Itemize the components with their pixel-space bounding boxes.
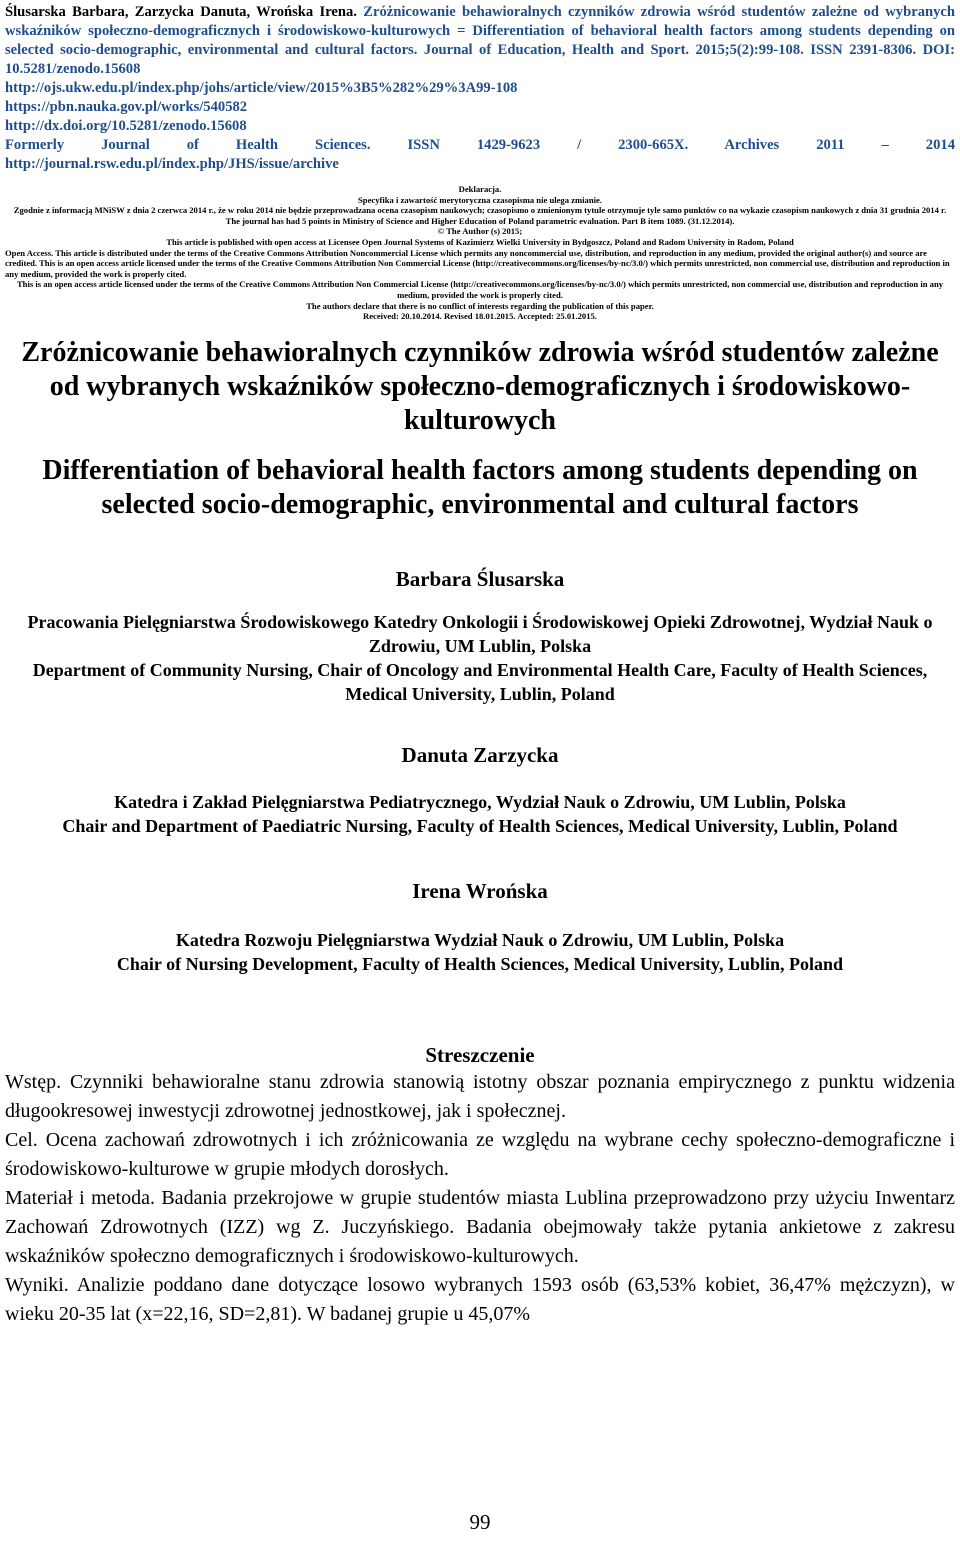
- citation-link-pbn[interactable]: https://pbn.nauka.gov.pl/works/540582: [5, 99, 248, 115]
- abstract-aim: Cel. Ocena zachowań zdrowotnych i ich zróżnicowania ze względu na wybrane cechy społeczno-demograficzne i środowiskowo-kulturowe w grupie młodych dorosłych.: [5, 1128, 955, 1180]
- citation-link-ojs[interactable]: http://ojs.ukw.edu.pl/index.php/johs/article/view/2015%3B5%282%29%3A99-108: [5, 80, 518, 96]
- note-published: This article is published with open access at Licensee Open Journal Systems of Kazimierz Wielki University in Bydgoszcz, Poland and Radom University in Radom, Poland: [166, 236, 794, 247]
- note-dates: Received: 20.10.2014. Revised 18.01.2015. Accepted: 25.01.2015.: [363, 311, 597, 322]
- citation-eq: =: [450, 23, 473, 39]
- author-affil-pl-3: Katedra Rozwoju Pielęgniarstwa Wydział Nauk o Zdrowiu, UM Lublin, Polska: [175, 929, 785, 950]
- citation-link-archive[interactable]: http://journal.rsw.edu.pl/index.php/JHS/issue/archive: [5, 156, 339, 172]
- note-license: This is an open access article licensed under the terms of the Creative Commons Attribution Non Commercial License (http://creativecommons.org/licenses/by-nc/3.0/) which permits unrestricted, non commercial use, distribution and reproduction in any medium, provided the work is properly cited.: [16, 279, 944, 300]
- note-open-access: Open Access. This article is distributed under the terms of the Creative Commons Attribution Noncommercial License which permits any noncommercial use, distribution, and reproduction in any medium, provided the original author(s) and source are credited. This is an open access article licensed under the terms of the Creative Commons Attribution Non Commercial License (http://creativecommons.org/licenses/by-nc/3.0/) which permits unrestricted, non commercial use, distribution and reproduction in any medium, provided the work is properly cited.: [5, 247, 950, 279]
- citation-formerly: Formerly Journal of Health Sciences. ISSN 1429-9623 / 2300-665X. Archives 2011 – 2014: [5, 137, 955, 153]
- citation-authors: Ślusarska Barbara, Zarzycka Danuta, Wrońska Irena.: [5, 4, 357, 20]
- note-conflict: The authors declare that there is no conflict of interests regarding the publication of this paper.: [306, 300, 654, 311]
- author-name-3: Irena Wrońska: [412, 878, 548, 903]
- note-points: The journal has had 5 points in Ministry of Science and Higher Education of Poland parametric evaluation. Part B item 1089. (31.12.2014).: [225, 215, 735, 226]
- author-affil-en-2: Chair and Department of Paediatric Nursing, Faculty of Health Sciences, Medical University, Lublin, Poland: [62, 815, 898, 836]
- citation-doi[interactable]: 10.5281/zenodo.15608: [5, 61, 141, 77]
- article-title-pl: Zróżnicowanie behawioralnych czynników zdrowia wśród studentów zależne od wybranych wskaźników społeczno-demograficznych i środowiskowo-kulturowych: [21, 336, 939, 436]
- citation-block: [5, 0, 955, 174]
- note-mnisw: Zgodnie z informacją MNiSW z dnia 2 czerwca 2014 r., że w roku 2014 nie będzie przeprowadzana ocena czasopism naukowych; czasopismo o zmienionym tytule otrzymuje tyle samo punktów co na wykazie czasopism naukowych z dnia 31 grudnia 2014 r.: [13, 205, 947, 216]
- note-specificity: Specyfika i zawartość merytoryczna czasopisma nie ulega zmianie.: [358, 194, 602, 205]
- abstract-methods: Materiał i metoda. Badania przekrojowe w grupie studentów miasta Lublina przeprowadzono przy użyciu Inwentarz Zachowań Zdrowotnych (IZZ) wg Z. Juczyńskiego. Badania obejmowały także pytania ankietowe z zakresu wskaźników społeczno demograficznych i środowiskowo-kulturowych.: [5, 1186, 955, 1267]
- note-copyright: © The Author (s) 2015;: [437, 226, 523, 237]
- abstract-body: [5, 1068, 955, 1329]
- citation-link-doi[interactable]: http://dx.doi.org/10.5281/zenodo.15608: [5, 118, 247, 134]
- page-number: 99: [469, 1510, 491, 1534]
- abstract-heading: Streszczenie: [425, 1042, 535, 1067]
- article-title-en: Differentiation of behavioral health factors among students depending on selected socio-demographic, environmental and cultural factors: [42, 454, 918, 520]
- citation-title-en: Differentiation of behavioral health factors among students depending on selected socio-demographic, environmental and cultural factors.: [5, 23, 955, 58]
- abstract-results: Wyniki. Analizie poddano dane dotyczące losowo wybranych 1593 osób (63,53% kobiet, 36,47% mężczyzn), w wieku 20-35 lat (x=22,16, SD=2,81). W badanej grupie u 45,07%: [5, 1273, 955, 1325]
- author-name-1: Barbara Ślusarska: [395, 566, 565, 591]
- citation-title-pl: Zróżnicowanie behawioralnych czynników zdrowia wśród studentów zależne od wybranych wskaźników społeczno-demograficznych i środowiskowo-kulturowych: [5, 4, 955, 39]
- author-name-2: Danuta Zarzycka: [401, 742, 559, 767]
- note-declaration: Deklaracja.: [458, 184, 502, 194]
- declaration-notes: [5, 184, 955, 322]
- author-affil-en-1: Department of Community Nursing, Chair of Oncology and Environmental Health Care, Faculty of Health Sciences, Medical University, Lublin, Poland: [32, 659, 928, 704]
- author-affil-pl-1: Pracowania Pielęgniarstwa Środowiskowego Katedry Onkologii i Środowiskowej Opieki Zdrowotnej, Wydział Nauk o Zdrowiu, UM Lublin, Polska: [27, 611, 933, 656]
- author-affil-en-3: Chair of Nursing Development, Faculty of Health Sciences, Medical University, Lublin, Poland: [116, 953, 844, 974]
- abstract-intro: Wstęp. Czynniki behawioralne stanu zdrowia stanowią istotny obszar poznania empirycznego z punktu widzenia długookresowej inwestycji zdrowotnej jednostkowej, jak i społecznej.: [5, 1070, 955, 1122]
- author-affil-pl-2: Katedra i Zakład Pielęgniarstwa Pediatrycznego, Wydział Nauk o Zdrowiu, UM Lublin, Polska: [114, 791, 846, 812]
- citation-journal-info: Journal of Education, Health and Sport. 2015;5(2):99-108. ISSN 2391-8306. DOI:: [423, 42, 956, 58]
